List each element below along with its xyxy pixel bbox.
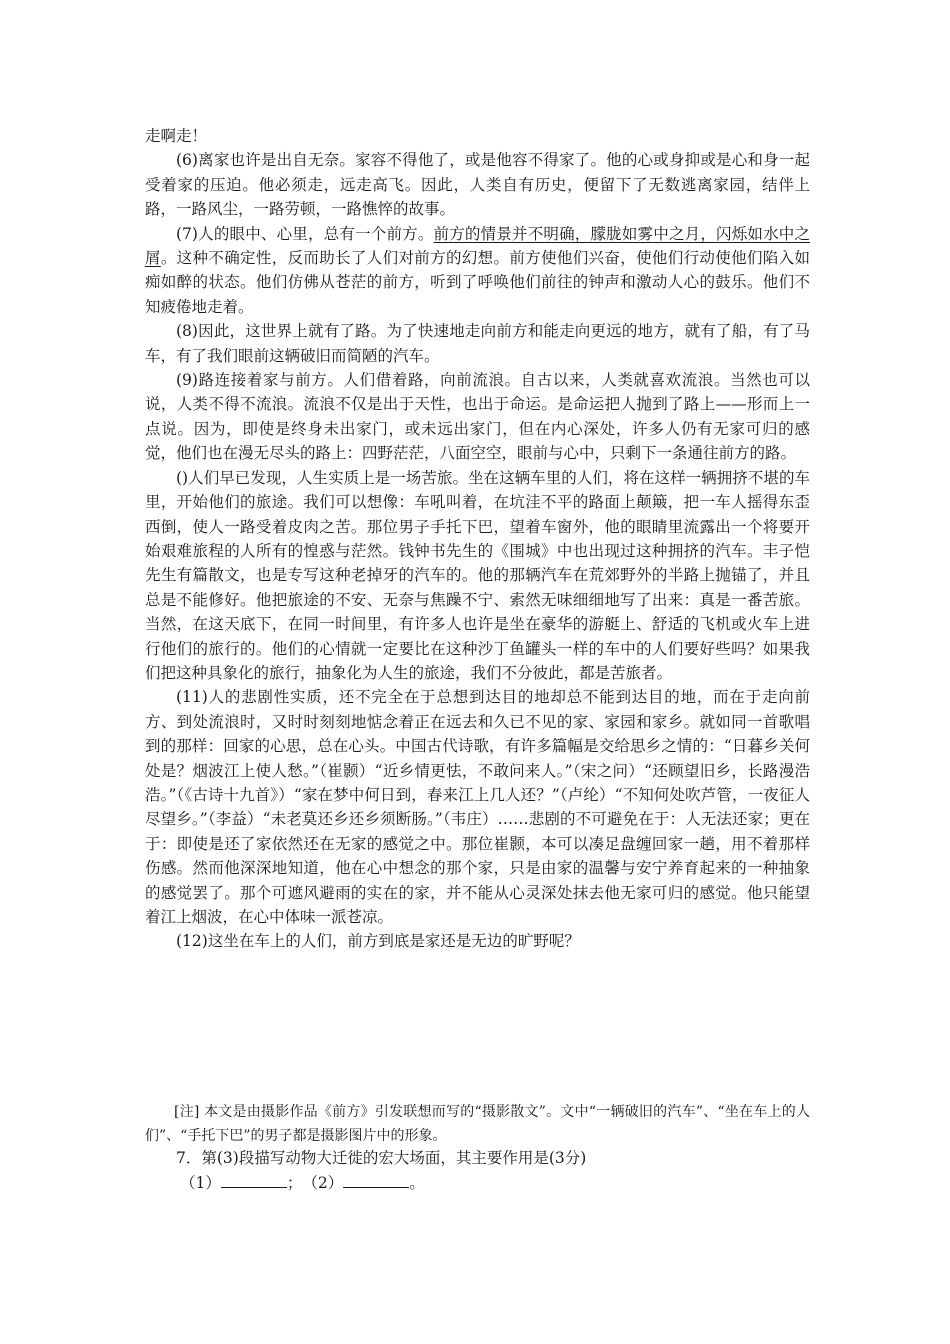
paragraph-intro: 走啊走！ bbox=[145, 127, 208, 145]
answer-label-2: ； （2） bbox=[286, 1174, 344, 1192]
answer-end: 。 bbox=[409, 1174, 425, 1192]
paragraph-9: (9)路连接着家与前方。人们借着路，向前流浪。自古以来，人类就喜欢流浪。当然也可以说，人类不得不流浪。流浪不仅是出于天性，也出于命运。是命运把人抛到了路上——形而上一点说。因为，即使是终身未出家门，或未远出家门，但在内心深处，许多人仍有无家可归的感觉，他们也在漫无尽头的路上：四野茫茫，八面空空，眼前与心中，只剩下一条通往前方的路。 bbox=[145, 371, 810, 463]
question-stem: 7．第(3)段描写动物大迁徙的宏大场面，其主要作用是(3分) bbox=[176, 1149, 587, 1167]
paragraph-6: (6)离家也许是出自无奈。家容不得他了，或是他容不得家了。他的心或身抑或是心和身一起受着家的压迫。他必须走，远走高飞。因此，人类自有历史，便留下了无数逃离家园，结伴上路，一路风尘，一路劳顿，一路憔悴的故事。 bbox=[145, 151, 810, 219]
paragraph-11: (11)人的悲剧性实质，还不完全在于总想到达目的地却总不能到达目的地，而在于走向前方、到处流浪时，又时时刻刻地惦念着正在远去和久已不见的家、家园和家乡。就如同一首歌唱到的那样：回家的心思，总在心头。中国古代诗歌，有许多篇幅是交给思乡之情的：“日暮乡关何处是？烟波江上使人愁。”（崔颢）“近乡情更怯，不敢问来人。”（宋之问）“还顾望旧乡，长路漫浩浩。”（《古诗十九首》）“家在梦中何日到，春来江上几人还？”（卢纶）“不知何处吹芦管，一夜征人尽望乡。”（李益）“未老莫还乡还乡须断肠。”（韦庄）……悲剧的不可避免在于：人无法还家；更在于：即使是还了家依然还在无家的感觉之中。那位崔颢，本可以凑足盘缠回家一趟，用不着那样伤感。然而他深深地知道，他在心中想念的那个家，只是由家的温馨与安宁养育起来的一种抽象的感觉罢了。那个可遮风避雨的实在的家，并不能从心灵深处抹去他无家可归的感觉。他只能望着江上烟波，在心中体味一派苍凉。 bbox=[145, 688, 810, 926]
paragraph-7-rest: 。这种不确定性，反而助长了人们对前方的幻想。前方使他们兴奋，使他们行动使他们陷入如痴如醉的状态。他们仿佛从苍茫的前方，听到了呼唤他们前往的钟声和激动人心的鼓乐。他们不知疲倦地走着。 bbox=[145, 249, 810, 316]
paragraph-7-lead: (7)人的眼中、心里，总有一个前方。 bbox=[176, 224, 434, 243]
footnote: [注] 本文是由摄影作品《前方》引发联想而写的“摄影散文”。文中“一辆破旧的汽车”、“坐在车上的人们”、“手托下巴”的男子都是摄影图片中的形象。 bbox=[145, 1104, 810, 1144]
passage-body bbox=[145, 124, 810, 954]
answer-blank-2[interactable] bbox=[343, 1173, 409, 1188]
answer-blank-1[interactable] bbox=[221, 1173, 287, 1188]
paragraph-8: (8)因此，这世界上就有了路。为了快速地走向前方和能走向更远的地方，就有了船，有了马车，有了我们眼前这辆破旧而简陋的汽车。 bbox=[145, 322, 810, 365]
question-7 bbox=[176, 1146, 796, 1196]
paragraph-12: (12)这坐在车上的人们，前方到底是家还是无边的旷野呢？ bbox=[176, 932, 580, 951]
answer-label-1: （1） bbox=[180, 1174, 221, 1192]
paragraph-10: ()人们早已发现，人生实质上是一场苦旅。坐在这辆车里的人们，将在这样一辆拥挤不堪的车里，开始他们的旅途。我们可以想像：车吼叫着，在坑洼不平的路面上颠簸，把一车人摇得东歪西倒，使人一路受着皮肉之苦。那位男子手托下巴，望着车窗外，他的眼睛里流露出一个将要开始艰难旅程的人所有的惶惑与茫然。钱钟书先生的《围城》中也出现过这种拥挤的汽车。丰子恺先生有篇散文，也是专写这种老掉牙的汽车的。他的那辆汽车在荒郊野外的半路上抛锚了，并且总是不能修好。他把旅途的不安、无奈与焦躁不宁、索然无味细细地写了出来：真是一番苦旅。当然，在这天底下，在同一时间里，有许多人也许是坐在豪华的游艇上、舒适的飞机或火车上进行他们的旅行的。他们的心情就一定要比在这种沙丁鱼罐头一样的车中的人们要好些吗？如果我们把这种具象化的旅行，抽象化为人生的旅途，我们不分彼此，都是苦旅者。 bbox=[145, 468, 810, 682]
paragraph-7 bbox=[145, 222, 810, 320]
answer-line bbox=[176, 1171, 796, 1196]
underlined-sentence: 前方的情景并不明确，朦胧如雾中之月，闪烁如水中之屑 bbox=[145, 224, 810, 268]
